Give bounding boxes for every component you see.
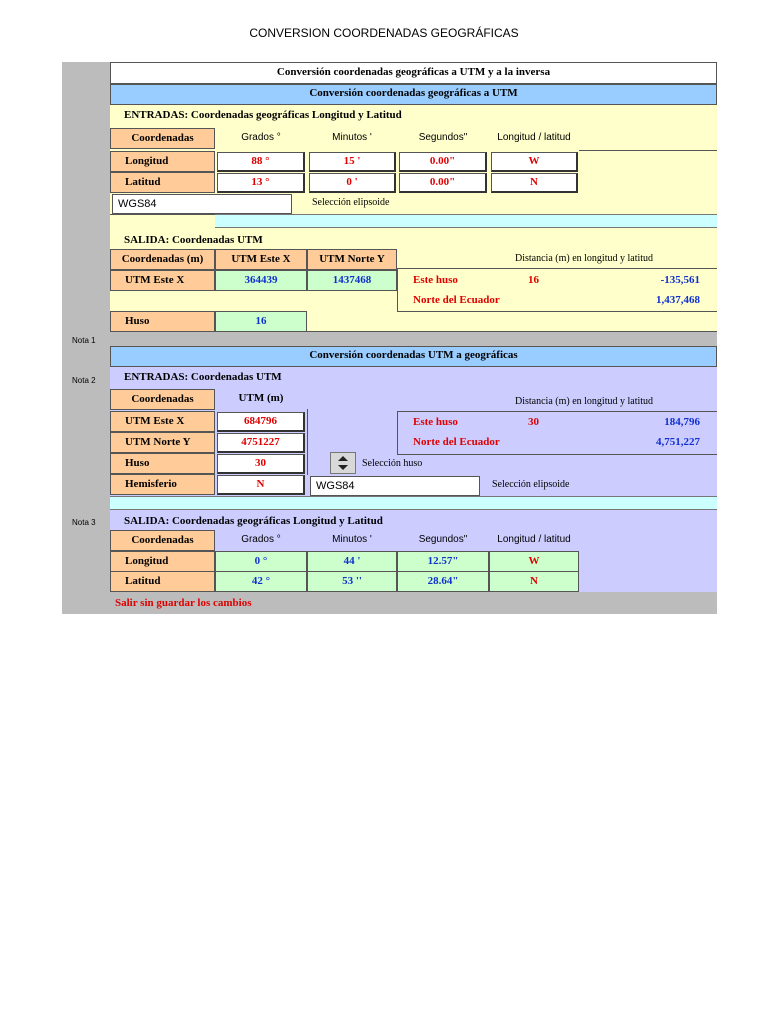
norte-value-2: 4,751,227	[656, 436, 700, 448]
longitud-grados-input[interactable]: 88 °	[217, 152, 305, 172]
spacer-row-2	[110, 496, 717, 510]
longitud-minutos-input[interactable]: 15 '	[309, 152, 396, 172]
out-latitud-segundos: 28.64"	[397, 571, 489, 592]
divider	[307, 409, 308, 475]
col-header-minutos: Minutos '	[332, 132, 372, 143]
este-huso-number-1: 16	[528, 274, 539, 286]
s2-out-label-longitud: Longitud	[110, 551, 215, 572]
spacer-row	[215, 214, 717, 228]
norte-label-2: Norte del Ecuador	[413, 436, 500, 448]
row-label-longitud: Longitud	[110, 151, 215, 172]
huso-label-1: Huso	[110, 311, 215, 332]
section1-output-title: SALIDA: Coordenadas UTM	[124, 234, 263, 246]
huso-spinner[interactable]	[330, 452, 356, 474]
utm-norte-input[interactable]: 4751227	[217, 433, 305, 453]
latitud-dir-input[interactable]: N	[491, 173, 578, 193]
exit-without-saving-link[interactable]: Salir sin guardar los cambios	[115, 597, 252, 609]
ellipsoid-select[interactable]: WGS84	[112, 194, 292, 214]
utm-x-output: 364439	[215, 270, 307, 291]
section2-inputs-title: ENTRADAS: Coordenadas UTM	[124, 371, 282, 383]
note-3: Nota 3	[72, 518, 96, 527]
dist-caption-1: Distancia (m) en longitud y latitud	[515, 253, 654, 264]
s2-col-header-utm: UTM (m)	[238, 392, 284, 404]
norte-label-1: Norte del Ecuador	[413, 294, 500, 306]
s2-out-header-coordenadas: Coordenadas	[110, 530, 215, 551]
out-row-label: UTM Este X	[110, 270, 215, 291]
latitud-minutos-input[interactable]: 0 '	[309, 173, 396, 193]
ellipsoid-caption-2: Selección elipsoide	[492, 479, 570, 490]
norte-value-1: 1,437,468	[656, 294, 700, 306]
out-longitud-segundos: 12.57"	[397, 551, 489, 572]
out-latitud-grados: 42 °	[215, 571, 307, 592]
dist-caption-2: Distancia (m) en longitud y latitud	[515, 396, 654, 407]
divider	[110, 214, 215, 215]
latitud-grados-input[interactable]: 13 °	[217, 173, 305, 193]
section1-header: Conversión coordenadas geográficas a UTM	[110, 84, 717, 105]
s2-out-label-latitud: Latitud	[110, 571, 215, 592]
s2-row-label-este: UTM Este X	[110, 411, 215, 432]
out-latitud-dir: N	[489, 571, 579, 592]
col-header-coordenadas: Coordenadas	[110, 128, 215, 149]
section1-inputs-title: ENTRADAS: Coordenadas geográficas Longitud y Latitud	[124, 109, 402, 121]
out-longitud-minutos: 44 '	[307, 551, 397, 572]
page-title: CONVERSION COORDENADAS GEOGRÁFICAS	[249, 26, 519, 40]
latitud-segundos-input[interactable]: 0.00"	[399, 173, 487, 193]
col-header-longlat: Longitud / latitud	[497, 132, 571, 143]
divider	[110, 331, 717, 332]
huso-input[interactable]: 30	[217, 454, 305, 474]
ellipsoid-caption: Selección elipsoide	[312, 197, 390, 208]
este-value-2: 184,796	[664, 416, 700, 428]
section2-output-title: SALIDA: Coordenadas geográficas Longitud y Latitud	[124, 515, 383, 527]
ellipsoid-select-2[interactable]: WGS84	[310, 476, 480, 496]
col-header-segundos: Segundos"	[418, 132, 468, 143]
longitud-dir-input[interactable]: W	[491, 152, 578, 172]
s2-out-header-longlat: Longitud / latitud	[497, 534, 571, 545]
divider	[579, 150, 717, 151]
longitud-segundos-input[interactable]: 0.00"	[399, 152, 487, 172]
main-header: Conversión coordenadas geográficas a UTM y a la inversa	[110, 62, 717, 84]
col-header-grados: Grados °	[241, 132, 281, 143]
section2-header: Conversión coordenadas UTM a geográficas	[110, 346, 717, 367]
s2-out-header-segundos: Segundos"	[418, 534, 468, 545]
out-header-coordenadas: Coordenadas (m)	[110, 249, 215, 270]
s2-row-label-norte: UTM Norte Y	[110, 432, 215, 453]
utm-este-input[interactable]: 684796	[217, 412, 305, 432]
huso-output-1: 16	[215, 311, 307, 332]
hemisferio-input[interactable]: N	[217, 475, 305, 495]
s2-out-header-minutos: Minutos '	[332, 534, 372, 545]
out-header-utm-y: UTM Norte Y	[307, 249, 397, 270]
note-1: Nota 1	[72, 336, 96, 345]
huso-selection-caption: Selección huso	[362, 458, 423, 469]
s2-col-header-coordenadas: Coordenadas	[110, 389, 215, 410]
s2-out-header-grados: Grados °	[241, 534, 281, 545]
s2-row-label-hemisferio: Hemisferio	[110, 474, 215, 495]
note-2: Nota 2	[72, 376, 96, 385]
s2-row-label-huso: Huso	[110, 453, 215, 474]
row-label-latitud: Latitud	[110, 172, 215, 193]
out-header-utm-x: UTM Este X	[215, 249, 307, 270]
este-huso-number-2: 30	[528, 416, 539, 428]
este-huso-label-2: Este huso	[413, 416, 458, 428]
out-latitud-minutos: 53 ''	[307, 571, 397, 592]
este-value-1: -135,561	[660, 274, 700, 286]
este-huso-label-1: Este huso	[413, 274, 458, 286]
up-down-spinner-icon	[331, 453, 355, 473]
out-longitud-dir: W	[489, 551, 579, 572]
out-longitud-grados: 0 °	[215, 551, 307, 572]
utm-y-output: 1437468	[307, 270, 397, 291]
